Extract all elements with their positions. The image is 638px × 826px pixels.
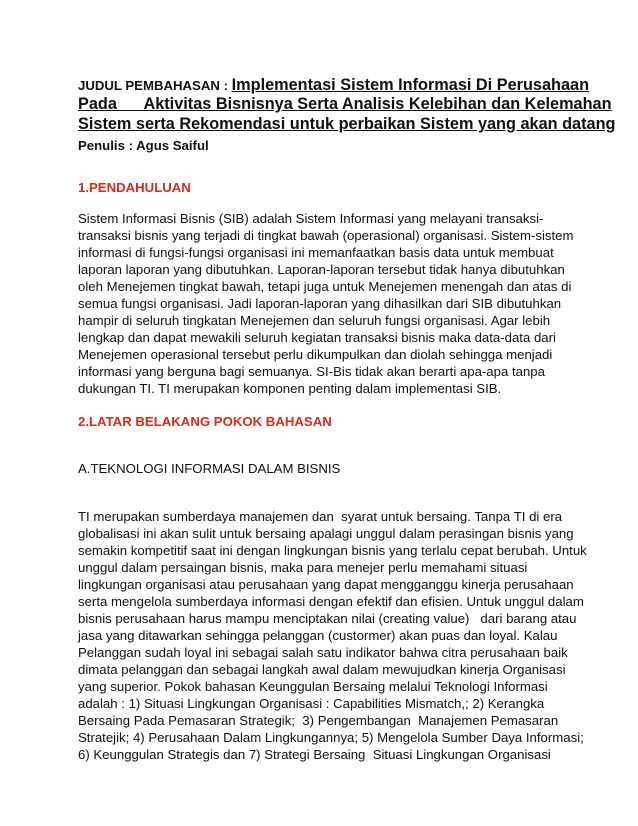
title-line-1 xyxy=(78,76,589,95)
section-2-text-line: dimata pelanggan dan sebagai langkah awal dalam mewujudkan kinerja Organisasi xyxy=(78,662,566,677)
section-2-text-line: yang superior. Pokok bahasan Keunggulan Bersaing melalui Teknologi Informasi xyxy=(78,679,548,694)
section-2-text-line: adalah : 1) Situasi Lingkungan Organisasi : Capabilities Mismatch,; 2) Kerangka xyxy=(78,696,545,711)
section-1-text-line: lengkap dan dapat mewakili seluruh kegiatan transaksi bisnis maka data-data dari xyxy=(78,330,556,345)
author-line: Penulis : Agus Saiful xyxy=(78,138,209,153)
section-2-text-line: 6) Keunggulan Strategis dan 7) Strategi Bersaing Situasi Lingkungan Organisasi xyxy=(78,747,551,762)
section-2-text-line: unggul dalam persaingan bisnis, maka para menejer perlu memahami situasi xyxy=(78,560,528,575)
section-1-text-line: informasi yang berguna bagi semuanya. SI-Bis tidak akan berarti apa-apa tanpa xyxy=(78,364,545,379)
section-2-text-line: Pelanggan sudah loyal ini sebagai salah satu indikator bahwa citra perusahaan baik xyxy=(78,645,568,660)
section-2-subheading: A.TEKNOLOGI INFORMASI DALAM BISNIS xyxy=(78,461,341,476)
title-text-line-3: Sistem serta Rekomendasi untuk perbaikan Sistem yang akan datang xyxy=(78,115,616,133)
section-1-text-line: transaksi bisnis yang terjadi di tingkat bawah (operasional) organisasi. Sistem-sistem xyxy=(78,228,574,243)
title-label: JUDUL PEMBAHASAN : xyxy=(78,78,232,93)
section-1-text-line: dukungan TI. TI merupakan komponen penting dalam implementasi SIB. xyxy=(78,381,502,396)
section-2-text-line: lingkungan organisasi atau perusahaan yang dapat mengganggu kinerja perusahaan xyxy=(78,577,574,592)
section-1-text-line: Sistem Informasi Bisnis (SIB) adalah Sistem Informasi yang melayani transaksi- xyxy=(78,211,544,226)
section-1-text-line: laporan laporan yang dibutuhkan. Laporan-laporan tersebut tidak hanya dibutuhkan xyxy=(78,262,565,277)
section-2-text-line: TI merupakan sumberdaya manajemen dan syarat untuk bersaing. Tanpa TI di era xyxy=(78,509,563,524)
section-1-text-line: hampir di seluruh tingkatan Menejemen dan seluruh fungsi organisasi. Agar lebih xyxy=(78,313,551,328)
section-1-text-line: Menejemen operasional tersebut perlu dikumpulkan dan diolah sehingga menjadi xyxy=(78,347,553,362)
section-2-text-line: semakin kompetitif saat ini dengan lingkungan bisnis yang terlalu cepat berubah. Untuk xyxy=(78,543,587,558)
section-2-heading: 2.LATAR BELAKANG POKOK BAHASAN xyxy=(78,414,332,429)
section-2-text-line: Stratejik; 4) Perusahaan Dalam Lingkungannya; 5) Mengelola Sumber Daya Informasi; xyxy=(78,730,584,745)
title-text-line-1: Implementasi Sistem Informasi Di Perusahaan xyxy=(231,76,590,94)
section-2-text-line: bisnis perusahaan harus mampu menciptakan nilai (creating value) dari barang atau xyxy=(78,611,577,626)
section-1-heading: 1.PENDAHULUAN xyxy=(78,180,191,195)
section-2-text-line: globalisasi ini akan sulit untuk bersaing apalagi unggul dalam perasingan bisnis yang xyxy=(78,526,574,541)
section-1-text-line: oleh Menejemen tingkat bawah, tetapi juga untuk Menejemen menengah dan atas di xyxy=(78,279,572,294)
section-2-text-line: serta mengelola sumberdaya informasi dengan efektif dan efisien. Untuk unggul dalam xyxy=(78,594,584,609)
section-2-text-line: Bersaing Pada Pemasaran Strategik; 3) Pengembangan Manajemen Pemasaran xyxy=(78,713,559,728)
title-text-line-2: Pada Aktivitas Bisnisnya Serta Analisis Kelebihan dan Kelemahan xyxy=(78,95,612,113)
section-1-text-line: semua fungsi organisasi. Jadi laporan-laporan yang dihasilkan dari SIB dibutuhkan xyxy=(78,296,562,311)
section-1-text-line: informasi di fungsi-fungsi organisasi ini memanfaatkan basis data untuk membuat xyxy=(78,245,554,260)
section-2-text-line: jasa yang ditawarkan sehingga pelanggan (custormer) akan puas dan loyal. Kalau xyxy=(78,628,558,643)
